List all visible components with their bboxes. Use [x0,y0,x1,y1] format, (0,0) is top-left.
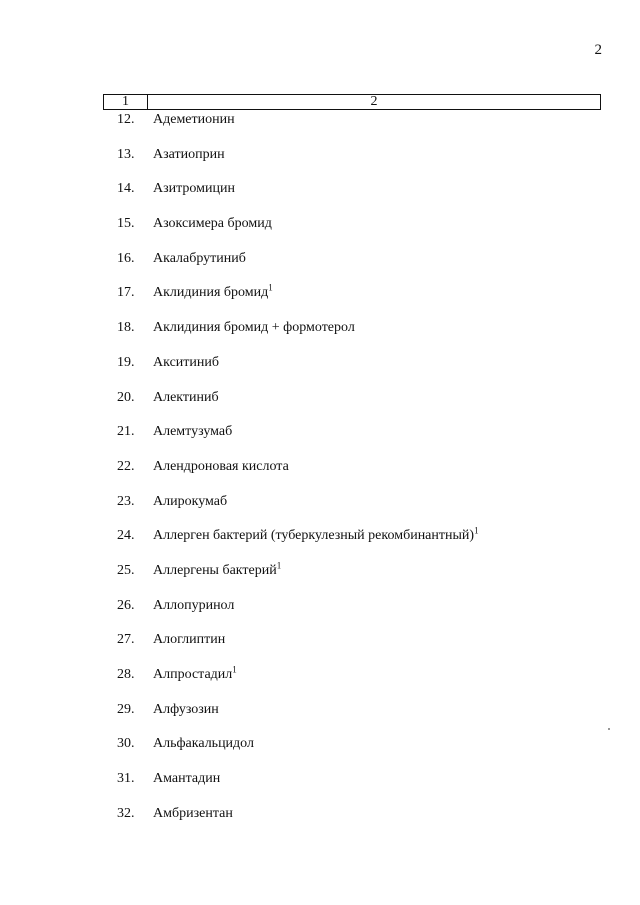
list-item [0,459,640,494]
item-name-text: Алендроновая кислота [153,458,289,474]
item-name-text: Аллерген бактерий (туберкулезный рекомбинантный) [153,528,475,544]
item-number: 28. [117,667,135,682]
item-name [153,494,227,510]
item-name-text: Алоглиптин [153,632,226,648]
item-number: 32. [117,805,135,821]
list-item [0,320,640,355]
item-number: 27. [117,632,135,648]
list-item [0,598,640,633]
item-name-text: Алирокумаб [153,493,228,509]
item-number: 14. [117,181,135,197]
item-name [153,216,272,232]
item-name-text: Азатиоприн [153,146,225,162]
item-name-text: Алектиниб [153,389,219,405]
list-item [0,736,640,771]
item-number: 22. [117,458,135,474]
item-number: 19. [117,354,135,370]
list-item [0,664,640,702]
list-item [0,181,640,216]
item-name [153,560,282,579]
list-item [0,560,640,598]
item-name-text: Аклидиния бромид [153,285,269,301]
list-item [0,494,640,529]
column-header-1: 1 [104,95,148,109]
list-item [0,702,640,737]
column-header-2: 2 [370,94,378,109]
item-number: 24. [117,528,135,544]
item-name-text: Акситиниб [153,354,219,370]
item-number: 29. [117,701,135,717]
item-name-text: Алфузозин [153,701,219,717]
item-name [153,459,289,475]
item-name [153,112,235,128]
item-name-text: Алемтузумаб [153,424,233,440]
item-number: 13. [117,146,135,162]
column-header-row [103,94,601,110]
item-name [153,632,225,648]
item-name [153,664,237,683]
item-name [153,181,235,197]
list-item [0,355,640,390]
item-name [153,320,355,336]
item-name [153,806,233,822]
item-number: 17. [117,285,135,301]
item-name-text: Алпростадил [153,667,233,682]
list-item [0,112,640,147]
item-name-text: Азоксимера бромид [153,216,272,232]
item-name [153,355,219,371]
footnote-marker: 1 [232,664,237,675]
item-name [153,702,219,718]
list-item [0,282,640,320]
item-name [153,390,219,406]
scan-speck [608,728,610,730]
footnote-marker: 1 [276,560,282,571]
item-number: 26. [117,597,135,613]
item-name [153,525,479,544]
list-item [0,390,640,425]
item-name [153,736,254,752]
item-name-text: Амбризентан [153,805,233,821]
item-name [153,424,232,440]
item-name-text: Альфакальцидол [153,736,254,752]
list-item [0,771,640,806]
list-item [0,216,640,251]
item-number: 21. [117,424,135,440]
item-name-text: Аллергены бактерий [153,562,277,578]
list-item [0,424,640,459]
item-number: 18. [117,320,135,336]
item-name [153,251,246,267]
item-name-text: Аллопуринол [153,597,235,613]
item-number: 20. [117,389,135,405]
item-number: 12. [117,112,135,127]
item-name-text: Аклидиния бромид + формотерол [153,320,355,336]
item-number: 30. [117,736,135,752]
item-number: 25. [117,562,135,578]
item-name [153,147,225,163]
item-number: 16. [117,250,135,266]
list-item [0,251,640,286]
list-item [0,525,640,563]
item-number: 15. [117,216,135,232]
drug-list [0,112,640,840]
item-name [153,598,234,614]
item-name [153,771,220,787]
item-number: 23. [117,493,135,509]
list-item [0,147,640,182]
list-item [0,632,640,667]
item-name-text: Азитромицин [153,181,235,197]
page-number: 2 [594,42,602,58]
item-name-text: Акалабрутиниб [153,250,246,266]
list-item [0,806,640,841]
item-name-text: Амантадин [153,771,221,787]
item-name-text: Адеметионин [153,112,235,127]
item-name [153,282,273,301]
item-number: 31. [117,771,135,787]
footnote-marker: 1 [474,525,479,536]
footnote-marker: 1 [268,282,273,293]
